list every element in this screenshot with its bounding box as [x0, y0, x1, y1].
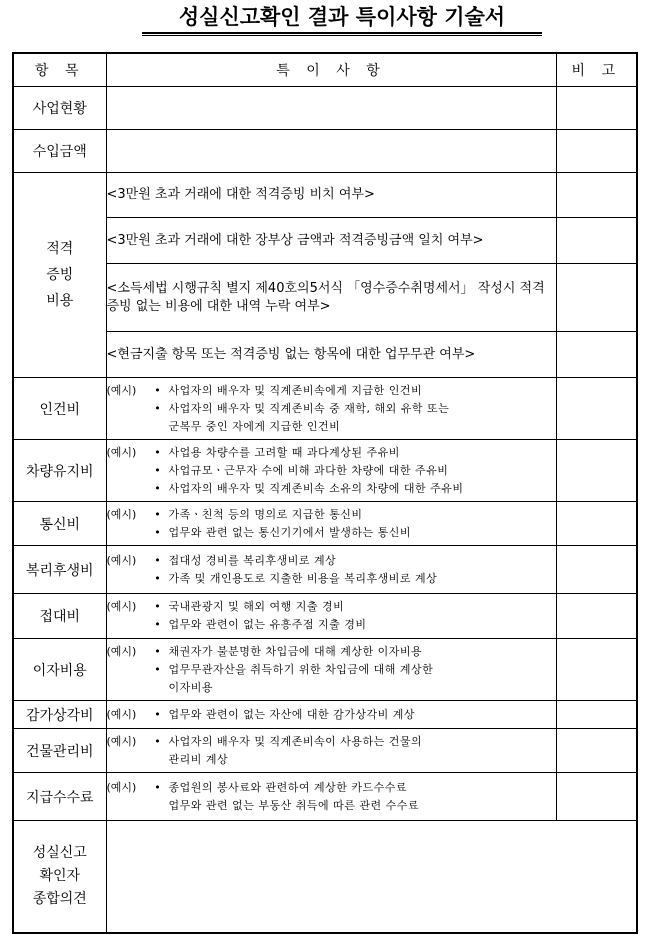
example-line	[107, 598, 556, 616]
item-label: 차량유지비	[13, 440, 106, 502]
label-line: 증빙	[46, 267, 74, 283]
item-label: 사업현황	[13, 87, 106, 130]
item-label: 수입금액	[13, 130, 106, 173]
example-text: 관리비 계상	[168, 752, 229, 766]
example-tag: (예시)	[106, 734, 137, 748]
example-text: 사업자의 배우자 및 직계존비속이 사용하는 건물의	[168, 734, 423, 748]
row-business-status	[13, 87, 637, 130]
notes-cell[interactable]	[106, 130, 556, 173]
example-tag: (예시)	[106, 707, 137, 721]
row-entertainment	[13, 594, 637, 639]
example-tag: (예시)	[106, 553, 137, 567]
example-line	[107, 462, 556, 480]
row-vehicle	[13, 440, 637, 502]
example-tag: (예시)	[106, 445, 137, 459]
example-text: 채권자가 불분명한 차입금에 대해 계상한 이자비용	[168, 644, 423, 658]
example-cell[interactable]	[106, 773, 556, 821]
remarks-cell[interactable]	[556, 130, 637, 173]
item-label: 건물관리비	[13, 729, 106, 773]
bullet: •	[154, 445, 161, 459]
example-line	[107, 524, 556, 542]
remarks-cell[interactable]	[556, 701, 637, 729]
item-label: 통신비	[13, 502, 106, 546]
opinion-cell[interactable]	[106, 821, 637, 933]
example-tag: (예시)	[106, 383, 137, 397]
bullet: •	[154, 463, 161, 477]
remarks-cell[interactable]	[556, 378, 637, 440]
example-line	[107, 570, 556, 588]
item-label	[13, 173, 106, 378]
findings-table	[12, 52, 638, 934]
example-text: 접대성 경비를 복리후생비로 계상	[168, 553, 337, 567]
example-text: 가족ㆍ친척 등의 명의로 지급한 통신비	[168, 507, 363, 521]
proof-subitem[interactable]: <3만원 초과 거래에 대한 장부상 금액과 적격증빙금액 일치 여부>	[106, 218, 556, 264]
item-label: 지급수수료	[13, 773, 106, 821]
example-text: 군복무 중인 자에게 지급한 인건비	[168, 419, 341, 433]
example-line	[107, 480, 556, 498]
example-tag: (예시)	[106, 507, 137, 521]
header-row	[13, 53, 637, 87]
remarks-cell[interactable]	[556, 440, 637, 502]
example-text: 종업원의 봉사료와 관련하여 계상한 카드수수료	[168, 780, 408, 794]
item-label: 감가상각비	[13, 701, 106, 729]
item-label: 복리후생비	[13, 546, 106, 594]
row-labor	[13, 378, 637, 440]
example-text: 업무와 관련 없는 통신기기에서 발생하는 통신비	[168, 525, 412, 539]
example-cell[interactable]	[106, 378, 556, 440]
example-cell[interactable]	[106, 729, 556, 773]
bullet: •	[154, 780, 161, 794]
bullet: •	[154, 525, 161, 539]
remarks-cell[interactable]	[556, 639, 637, 701]
bullet: •	[154, 571, 161, 585]
example-line	[107, 797, 556, 815]
remarks-cell[interactable]	[556, 502, 637, 546]
example-text: 업무무관자산을 취득하기 위한 차입금에 대해 계상한	[168, 662, 434, 676]
row-proof-expense-2	[13, 218, 637, 264]
item-label: 접대비	[13, 594, 106, 639]
header-remarks: 비 고	[556, 53, 637, 87]
example-text: 이자비용	[168, 680, 214, 694]
label-line: 성실신고	[32, 844, 87, 861]
header-item: 항 목	[13, 53, 106, 87]
example-cell[interactable]	[106, 440, 556, 502]
proof-subitem[interactable]: <3만원 초과 거래에 대한 적격증빙 비치 여부>	[106, 173, 556, 218]
remarks-cell[interactable]	[556, 594, 637, 639]
example-tag: (예시)	[106, 644, 137, 658]
example-cell[interactable]	[106, 594, 556, 639]
remarks-cell[interactable]	[556, 729, 637, 773]
remarks-cell[interactable]	[556, 773, 637, 821]
row-telecom	[13, 502, 637, 546]
example-line	[107, 751, 556, 769]
remarks-cell[interactable]	[556, 218, 637, 264]
row-depreciation	[13, 701, 637, 729]
example-line	[107, 779, 556, 797]
example-cell[interactable]	[106, 502, 556, 546]
document-title: 성실신고확인 결과 특이사항 기술서	[178, 5, 506, 29]
remarks-cell[interactable]	[556, 332, 637, 378]
title-underline	[142, 32, 542, 34]
example-text: 사업자의 배우자 및 직계존비속에게 지급한 인건비	[168, 383, 423, 397]
bullet: •	[154, 383, 161, 397]
row-proof-expense-3	[13, 264, 637, 332]
header-notes: 특 이 사 항	[106, 53, 556, 87]
bullet: •	[154, 662, 161, 676]
example-line	[107, 706, 556, 724]
example-line	[107, 506, 556, 524]
title-underline-thin	[142, 35, 542, 36]
remarks-cell[interactable]	[556, 87, 637, 130]
example-text: 사업규모ㆍ근무자 수에 비해 과다한 차량에 대한 주유비	[168, 463, 449, 477]
remarks-cell[interactable]	[556, 173, 637, 218]
remarks-cell[interactable]	[556, 264, 637, 332]
row-interest	[13, 639, 637, 701]
example-cell[interactable]	[106, 639, 556, 701]
example-tag: (예시)	[106, 780, 137, 794]
example-text: 가족 및 개인용도로 지출한 비용을 복리후생비로 계상	[168, 571, 438, 585]
example-text: 업무와 관련 없는 부동산 취득에 따른 관련 수수료	[168, 798, 419, 812]
row-income	[13, 130, 637, 173]
row-welfare	[13, 546, 637, 594]
bullet: •	[154, 507, 161, 521]
row-proof-expense-4	[13, 332, 637, 378]
bullet: •	[154, 481, 161, 495]
remarks-cell[interactable]	[556, 546, 637, 594]
bullet: •	[154, 401, 161, 415]
example-line	[107, 616, 556, 634]
bullet: •	[154, 644, 161, 658]
label-line: 적격	[46, 241, 74, 257]
example-line	[107, 661, 556, 679]
label-line: 확인자	[39, 867, 81, 884]
item-label: 이자비용	[13, 639, 106, 701]
row-fees	[13, 773, 637, 821]
example-line	[107, 382, 556, 400]
bullet: •	[154, 707, 161, 721]
row-opinion	[13, 821, 637, 933]
example-text: 사업자의 배우자 및 직계존비속 소유의 차량에 대한 주유비	[168, 481, 464, 495]
item-label: 인건비	[13, 378, 106, 440]
label-line: 비용	[46, 293, 74, 309]
example-line	[107, 418, 556, 436]
example-line	[107, 552, 556, 570]
bullet: •	[154, 553, 161, 567]
example-line	[107, 400, 556, 418]
example-cell[interactable]	[106, 546, 556, 594]
example-line	[107, 643, 556, 661]
row-proof-expense	[13, 173, 637, 218]
row-building	[13, 729, 637, 773]
example-line	[107, 679, 556, 697]
example-line	[107, 444, 556, 462]
label-line: 종합의견	[32, 890, 87, 907]
bullet: •	[154, 600, 161, 613]
example-text: 사업자의 배우자 및 직계존비속 중 재학, 해외 유학 또는	[168, 401, 450, 415]
example-cell[interactable]	[106, 701, 556, 729]
bullet: •	[154, 734, 161, 748]
example-tag: (예시)	[106, 600, 137, 613]
example-text: 사업용 차량수를 고려할 때 과다계상된 주유비	[168, 445, 400, 459]
example-text: 업무와 관련이 없는 유흥주점 지출 경비	[168, 618, 367, 631]
example-line	[107, 733, 556, 751]
example-text: 국내관광지 및 해외 여행 지출 경비	[168, 600, 345, 613]
example-text: 업무와 관련이 없는 자산에 대한 감가상각비 계상	[168, 707, 415, 721]
proof-subitem[interactable]: <현금지출 항목 또는 적격증빙 없는 항목에 대한 업무무관 여부>	[106, 332, 556, 378]
proof-subitem[interactable]: <소득세법 시행규칙 별지 제40호의5서식 「영수증수취명세서」 작성시 적격증빙 없는 비용에 대한 내역 누락 여부>	[106, 264, 556, 332]
notes-cell[interactable]	[106, 87, 556, 130]
item-label	[13, 821, 106, 933]
bullet: •	[154, 618, 161, 631]
